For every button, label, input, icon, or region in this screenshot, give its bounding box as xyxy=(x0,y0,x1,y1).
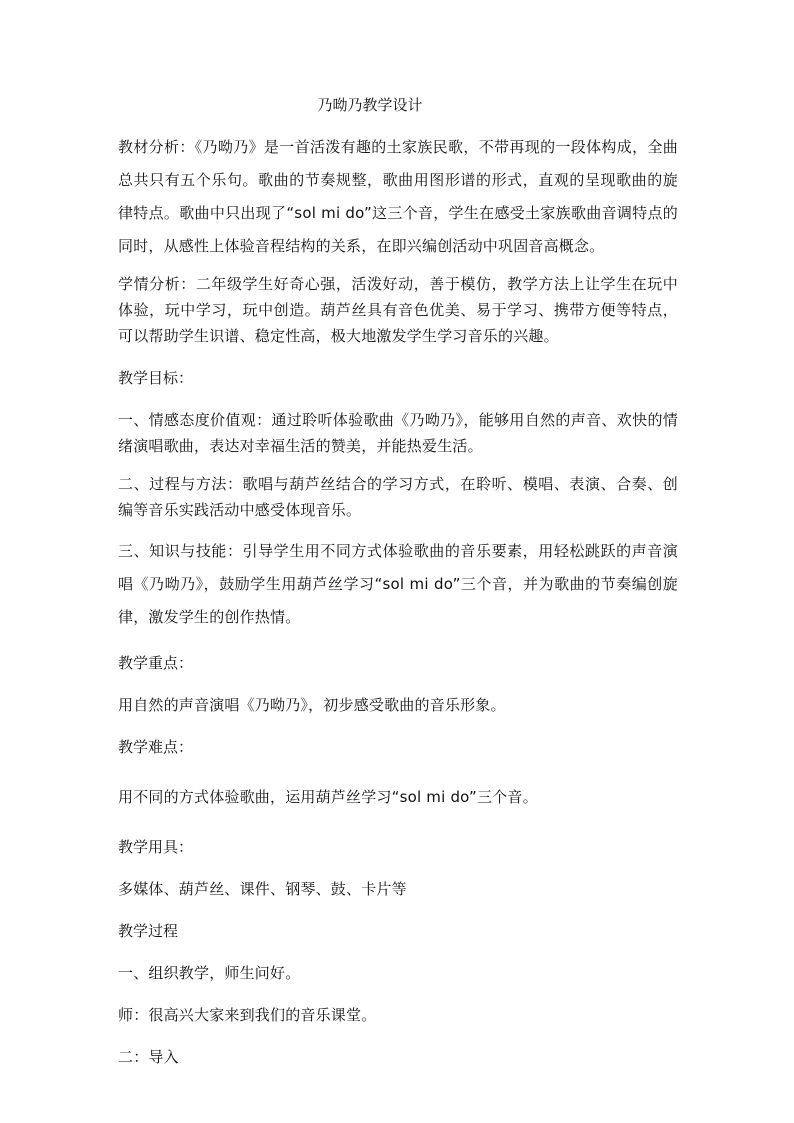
objective-emotion-paragraph: 一、情感态度价值观：通过聆听体验歌曲《乃呦乃》，能够用自然的声音、欢快的情绪演唱歌曲，表达对幸福生活的赞美，并能热爱生活。 xyxy=(118,411,678,455)
key-points-paragraph: 用自然的声音演唱《乃呦乃》，初步感受歌曲的音乐形象。 xyxy=(118,696,506,714)
key-points-heading: 教学重点： xyxy=(118,654,194,672)
tools-paragraph: 多媒体、葫芦丝、课件、钢琴、鼓、卡片等 xyxy=(118,880,407,898)
document-body xyxy=(118,131,678,1070)
material-analysis-paragraph: 教材分析：《乃呦乃》是一首活泼有趣的土家族民歌，不带再现的一段体构成，全曲总共只有五个乐句。歌曲的节奏规整，歌曲用图形谱的形式，直观的呈现歌曲的旋律特点。歌曲中只出现了“sol mi do”这三个音，学生在感受土家族歌曲音调特点的同时，从感性上体验音程结构的关系，在即兴编创活动中巩固音高概念。 xyxy=(118,138,678,255)
tools-heading: 教学用具： xyxy=(118,838,194,856)
student-analysis-paragraph: 学情分析：二年级学生好奇心强，活泼好动，善于模仿，教学方法上让学生在玩中体验，玩中学习，玩中创造。葫芦丝具有音色优美、易于学习、携带方便等特点，可以帮助学生识谱、稳定性高，极大地激发学生学习音乐的兴趣。 xyxy=(118,275,678,345)
difficulties-heading: 教学难点： xyxy=(118,738,194,756)
difficulties-paragraph: 用不同的方式体验歌曲，运用葫芦丝学习“sol mi do”三个音。 xyxy=(118,788,538,806)
process-step-2: 二：导入 xyxy=(118,1048,179,1066)
process-step-1: 一、组织教学，师生问好。 xyxy=(118,964,301,982)
objective-process-paragraph: 二、过程与方法：歌唱与葫芦丝结合的学习方式，在聆听、模唱、表演、合奏、创编等音乐实践活动中感受体现音乐。 xyxy=(118,475,678,519)
objective-skills-paragraph: 三、知识与技能：引导学生用不同方式体验歌曲的音乐要素，用轻松跳跃的声音演唱《乃呦乃》，鼓励学生用葫芦丝学习“sol mi do”三个音，并为歌曲的节奏编创旋律，激发学生的创作热情。 xyxy=(118,542,678,626)
document-title: 乃呦乃教学设计 xyxy=(317,96,423,114)
teacher-line: 师：很高兴大家来到我们的音乐课堂。 xyxy=(118,1006,377,1024)
process-heading: 教学过程 xyxy=(118,922,179,940)
objectives-heading: 教学目标： xyxy=(118,369,194,387)
